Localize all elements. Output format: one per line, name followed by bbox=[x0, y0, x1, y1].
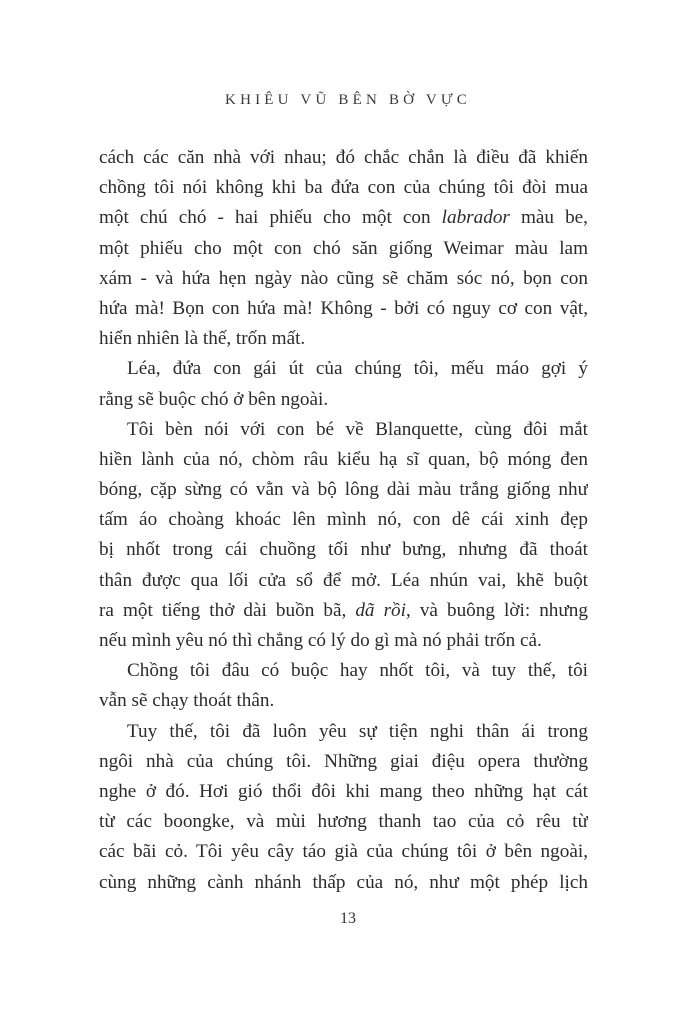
paragraph bbox=[99, 354, 588, 414]
text-line: nghe ở đó. Hơi gió thổi đôi khi mang theo những hạt cát bbox=[99, 780, 588, 802]
text-line: ngôi nhà của chúng tôi. Những giai điệu opera thường bbox=[99, 750, 588, 772]
italic-text: dã rồi bbox=[355, 599, 406, 621]
text-line: xám - và hứa hẹn ngày nào cũng sẽ chăm sóc nó, bọn con bbox=[99, 267, 588, 289]
text-line: rằng sẽ buộc chó ở bên ngoài. bbox=[99, 388, 329, 410]
text-line: bị nhốt trong cái chuồng tối như bưng, nhưng đã thoát bbox=[99, 539, 588, 561]
paragraph bbox=[99, 143, 588, 354]
text-line: thân được qua lối cửa sổ để mở. Léa nhún vai, khẽ buột bbox=[99, 569, 588, 591]
text-line: các bãi cỏ. Tôi yêu cây táo già của chúng tôi ở bên ngoài, bbox=[99, 841, 588, 863]
text-line: Tôi bèn nói với con bé về Blanquette, cùng đôi mắt bbox=[127, 418, 588, 440]
text-line: hiển nhiên là thế, trốn mất. bbox=[99, 328, 306, 350]
text-line: Léa, đứa con gái út của chúng tôi, mếu máo gợi ý bbox=[127, 358, 588, 380]
text-line: một chú chó - hai phiếu cho một con labrador màu be, bbox=[99, 207, 588, 229]
paragraph bbox=[99, 656, 588, 716]
page-number: 13 bbox=[340, 910, 356, 927]
running-header: KHIÊU VŨ BÊN BỜ VỰC bbox=[225, 92, 471, 108]
paragraph bbox=[99, 415, 588, 657]
text-line: vẫn sẽ chạy thoát thân. bbox=[99, 690, 275, 712]
body-text bbox=[99, 143, 588, 898]
text-line: một phiếu cho một con chó săn giống Weimar màu lam bbox=[99, 237, 588, 259]
paragraph bbox=[99, 717, 588, 898]
text-line: Chồng tôi đâu có buộc hay nhốt tôi, và tuy thế, tôi bbox=[127, 660, 588, 682]
text-line: nếu mình yêu nó thì chẳng có lý do gì mà nó phải trốn cả. bbox=[99, 630, 542, 651]
text-line: cách các căn nhà với nhau; đó chắc chắn là điều đã khiến bbox=[99, 147, 588, 168]
text-line: hứa mà! Bọn con hứa mà! Không - bởi có nguy cơ con vật, bbox=[99, 297, 588, 319]
text-line: bóng, cặp sừng có vằn và bộ lông dài màu trắng giống như bbox=[99, 479, 588, 501]
text-line: Tuy thế, tôi đã luôn yêu sự tiện nghi thân ái trong bbox=[127, 720, 588, 742]
text-line: hiền lành của nó, chòm râu kiểu hạ sĩ quan, bộ móng đen bbox=[99, 448, 588, 470]
text-line: tấm áo choàng khoác lên mình nó, con dê cái xinh đẹp bbox=[99, 509, 588, 531]
text-line: ra một tiếng thở dài buồn bã, dã rồi, và buông lời: nhưng bbox=[99, 599, 588, 621]
text-line: cùng những cành nhánh thấp của nó, như một phép lịch bbox=[99, 871, 588, 893]
italic-text: labrador bbox=[441, 207, 510, 229]
text-line: từ các boongke, và mùi hương thanh tao của cỏ rêu từ bbox=[99, 811, 588, 833]
text-line: chồng tôi nói không khi ba đứa con của chúng tôi đòi mua bbox=[99, 177, 588, 199]
